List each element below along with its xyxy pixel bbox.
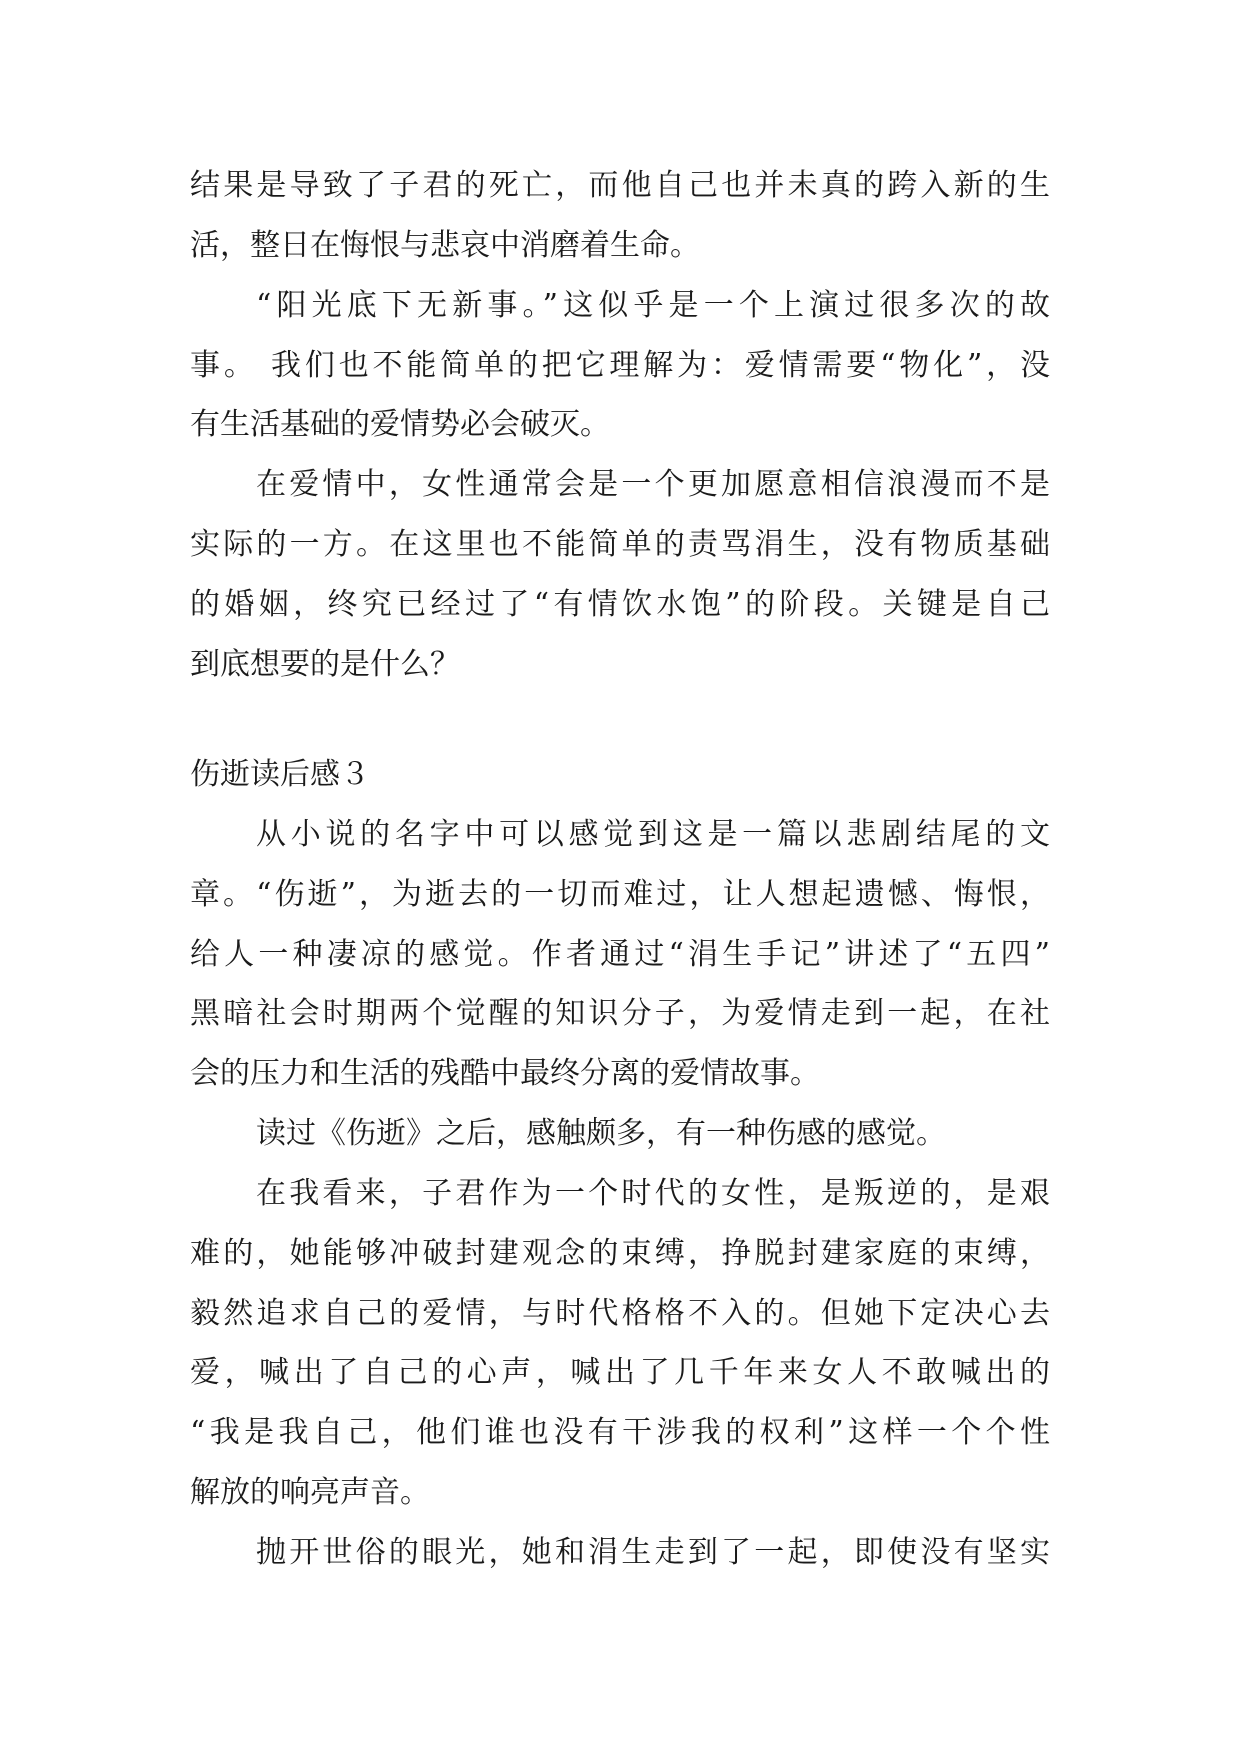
text-line: 解放的响亮声音。 — [190, 1475, 430, 1510]
text-line: 会的压力和生活的残酷中最终分离的爱情故事。 — [190, 1056, 820, 1091]
text-line: 章。“伤逝”，为逝去的一切而难过，让人想起遗憾、悔恨， — [190, 877, 1050, 912]
text-line: 爱，喊出了自己的心声，喊出了几千年来女人不敢喊出的 — [190, 1355, 1050, 1390]
text-line: “阳光底下无新事。”这似乎是一个上演过很多次的故 — [256, 288, 1050, 323]
text-line: 在我看来，子君作为一个时代的女性，是叛逆的，是艰 — [256, 1176, 1050, 1211]
text-line: 事。 我们也不能简单的把它理解为：爱情需要“物化”，没 — [190, 348, 1050, 383]
text-line: 的婚姻，终究已经过了“有情饮水饱”的阶段。关键是自己 — [190, 587, 1050, 622]
text-line: 抛开世俗的眼光，她和涓生走到了一起，即使没有坚实 — [256, 1535, 1050, 1570]
text-line: 难的，她能够冲破封建观念的束缚，挣脱封建家庭的束缚， — [190, 1236, 1050, 1271]
text-line: 结果是导致了子君的死亡，而他自己也并未真的跨入新的生 — [190, 168, 1050, 203]
text-line: “我是我自己，他们谁也没有干涉我的权利”这样一个个性 — [190, 1415, 1050, 1450]
text-line: 活，整日在悔恨与悲哀中消磨着生命。 — [190, 228, 700, 263]
text-line: 毅然追求自己的爱情，与时代格格不入的。但她下定决心去 — [190, 1296, 1050, 1331]
text-line: 实际的一方。在这里也不能简单的责骂涓生，没有物质基础 — [190, 527, 1050, 562]
text-line: 黑暗社会时期两个觉醒的知识分子，为爱情走到一起，在社 — [190, 996, 1050, 1031]
text-line: 有生活基础的爱情势必会破灭。 — [190, 407, 610, 442]
text-line: 读过《伤逝》之后，感触颇多，有一种伤感的感觉。 — [256, 1116, 946, 1151]
text-line: 在爱情中，女性通常会是一个更加愿意相信浪漫而不是 — [256, 467, 1050, 502]
text-line: 从小说的名字中可以感觉到这是一篇以悲剧结尾的文 — [256, 817, 1050, 852]
section-heading: 伤逝读后感３ — [190, 757, 370, 792]
text-line: 到底想要的是什么？ — [190, 647, 460, 682]
text-line: 给人一种凄凉的感觉。作者通过“涓生手记”讲述了“五四” — [190, 937, 1050, 972]
